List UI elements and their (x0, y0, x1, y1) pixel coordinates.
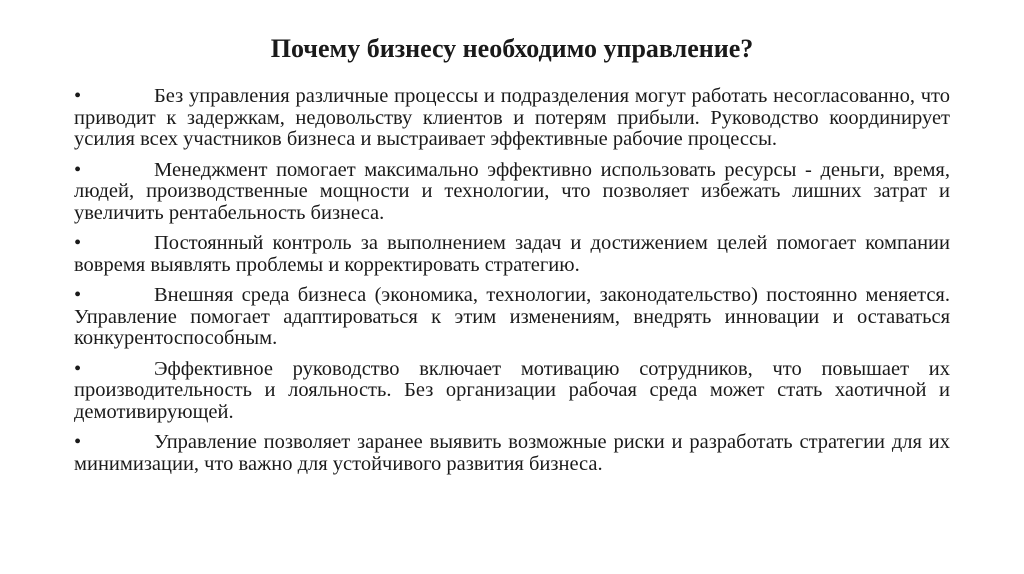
bullet-item (74, 160, 950, 225)
bullet-item (74, 285, 950, 350)
bullet-marker: • (74, 232, 82, 254)
bullet-list (74, 86, 950, 484)
bullet-item (74, 359, 950, 424)
bullet-item (74, 233, 950, 276)
bullet-marker: • (74, 431, 82, 453)
bullet-marker: • (74, 85, 82, 107)
bullet-marker: • (74, 357, 82, 380)
bullet-item (74, 432, 950, 475)
bullet-marker: • (74, 284, 82, 306)
bullet-text: Внешняя среда бизнеса (экономика, технологии, законодательство) постоянно меняется. Управление помогает адаптироваться к этим изменениям, внедрять инновации и оставаться конкурентоспособным. (74, 284, 950, 349)
bullet-text: Постоянный контроль за выполнением задач и достижением целей помогает компании вовремя выявлять проблемы и корректировать стратегию. (74, 232, 950, 276)
slide-title: Почему бизнесу необходимо управление? (270, 34, 754, 63)
bullet-item (74, 86, 950, 151)
bullet-text: Менеджмент помогает максимально эффективно использовать ресурсы - деньги, время, людей, производственные мощности и технологии, что позволяет избежать лишних затрат и увеличить рентабельность бизнеса. (74, 158, 950, 224)
bullet-text: Эффективное руководство включает мотивацию сотрудников, что повышает их производительность и лояльность. Без организации рабочая среда может стать хаотичной и демотивирующей. (74, 357, 950, 423)
bullet-text: Управление позволяет заранее выявить возможные риски и разработать стратегии для их минимизации, что важно для устойчивого развития бизнеса. (74, 431, 950, 475)
bullet-marker: • (74, 158, 82, 181)
bullet-text: Без управления различные процессы и подразделения могут работать несогласованно, что приводит к задержкам, недовольству клиентов и потерям прибыли. Руководство координирует усилия всех участников бизнеса и выстраивает эффективные рабочие процессы. (74, 85, 950, 150)
